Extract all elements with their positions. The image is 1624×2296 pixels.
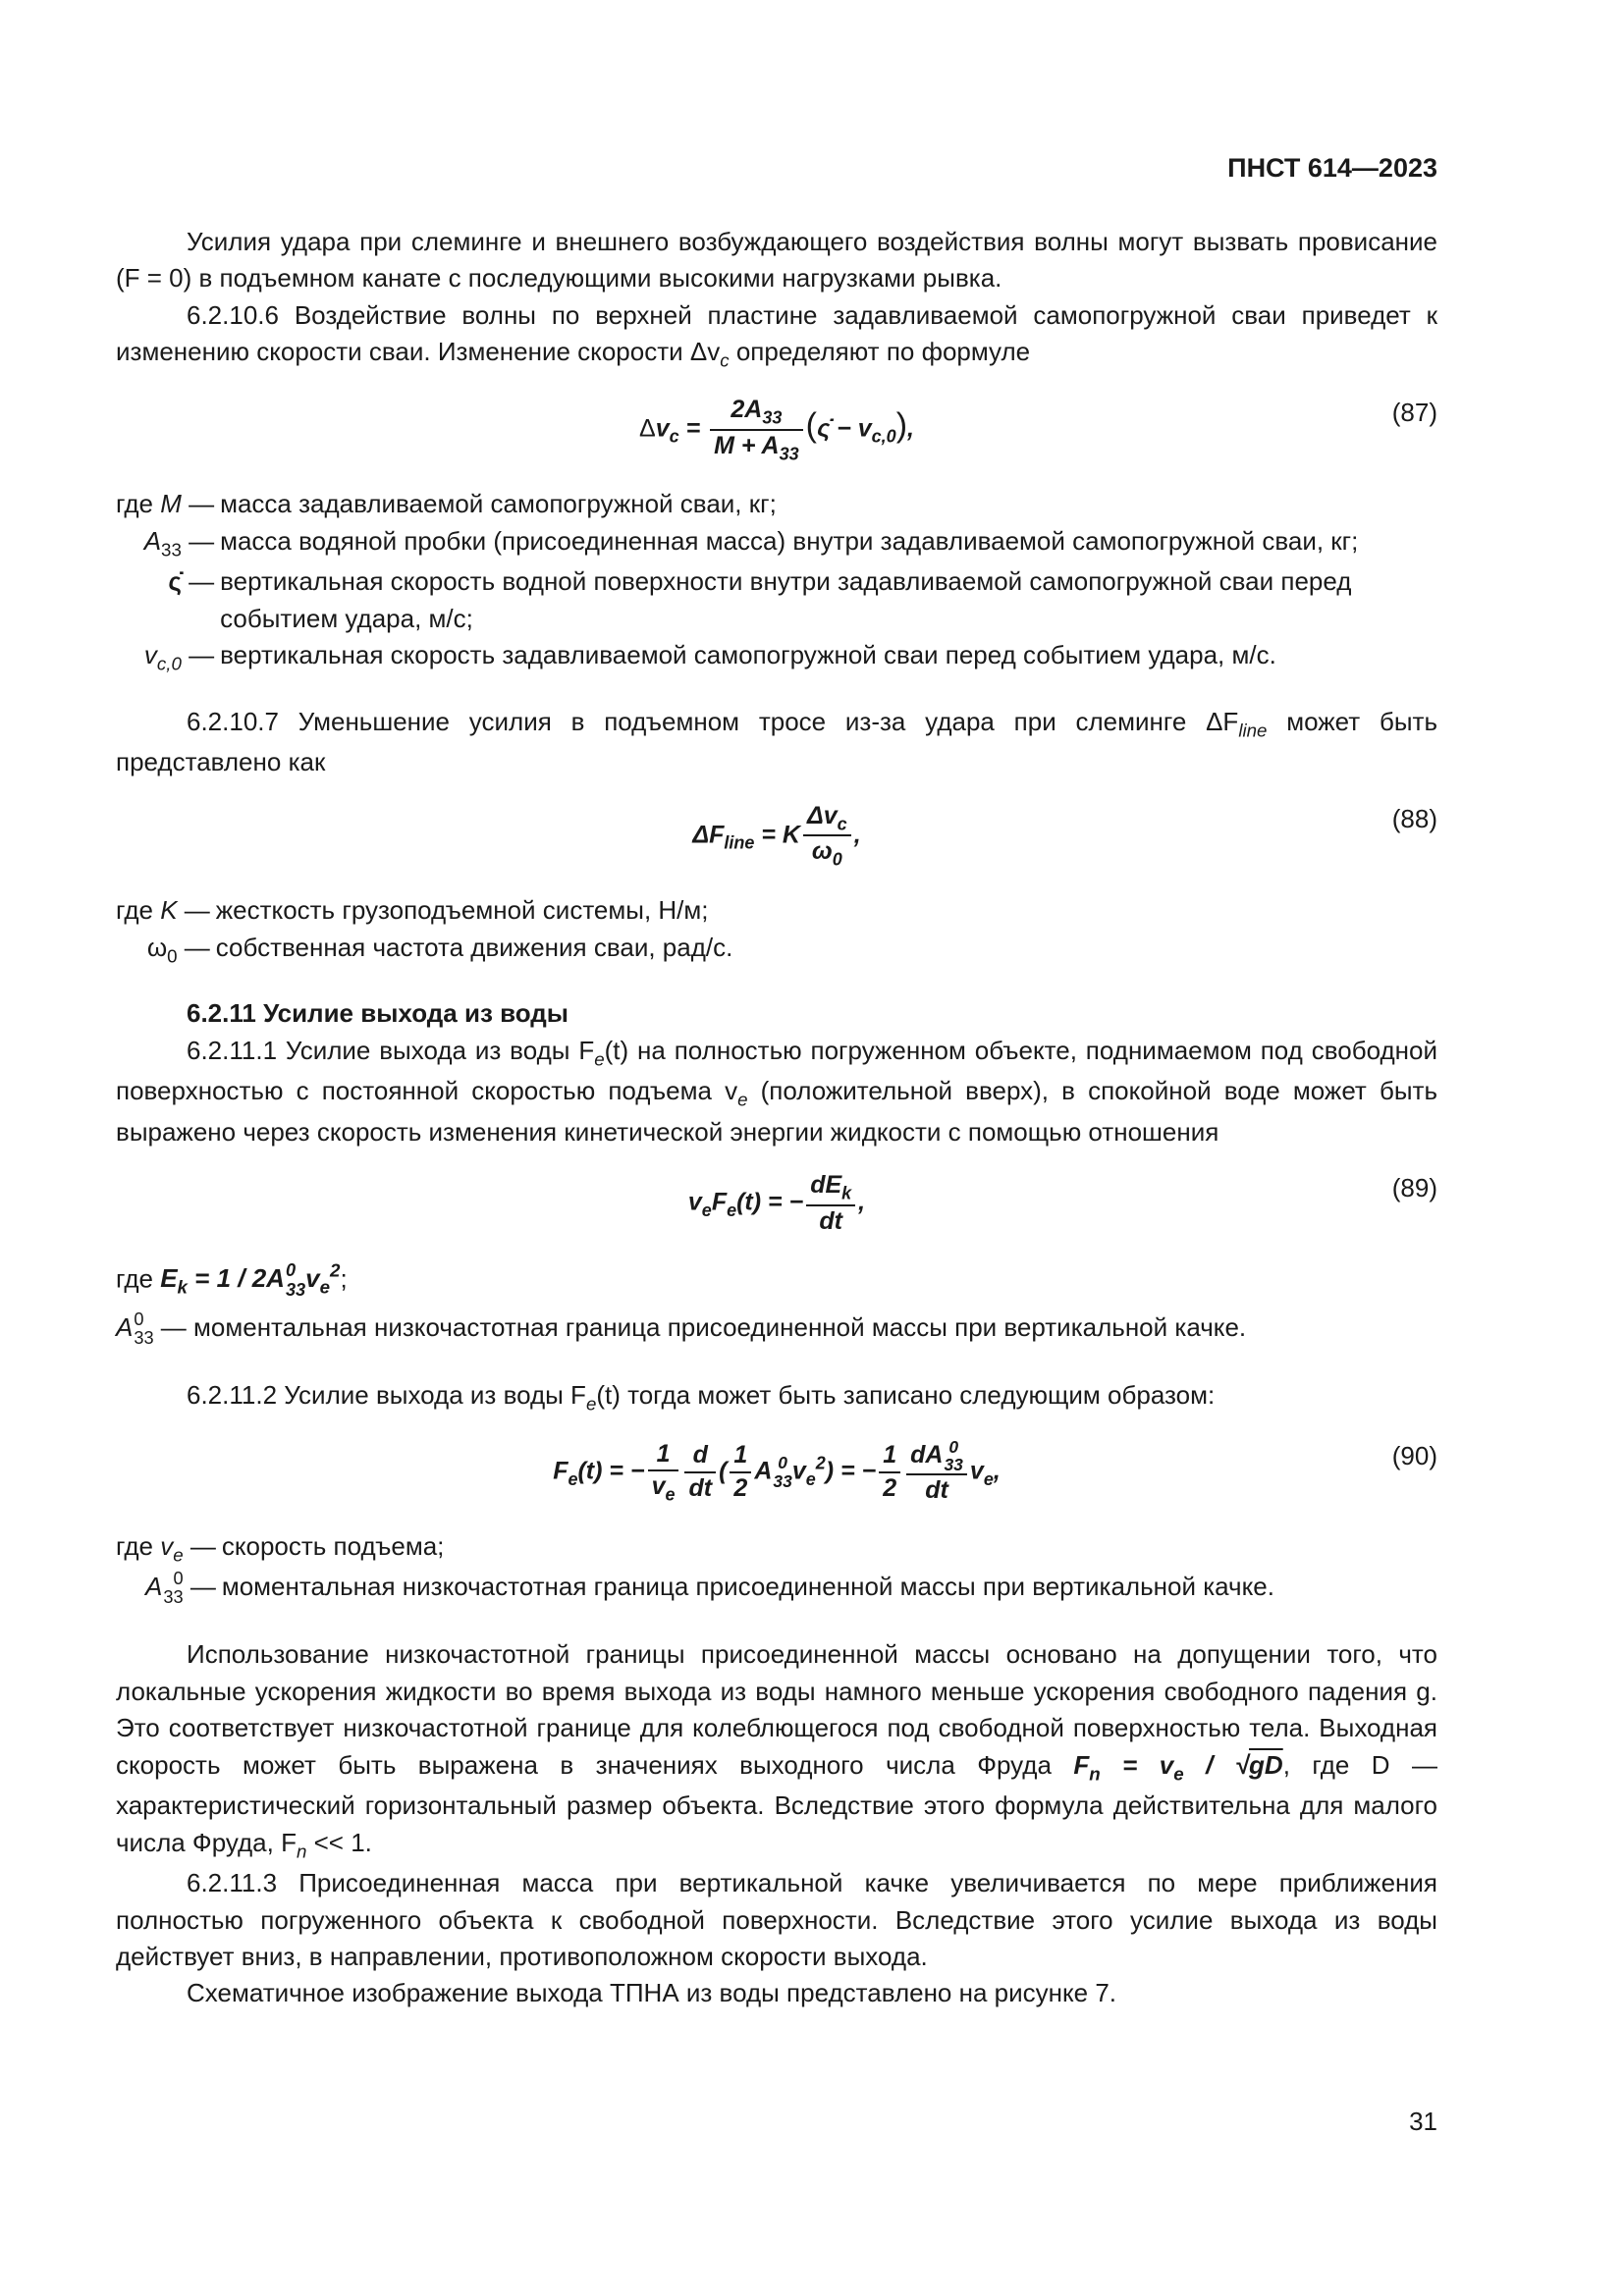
paragraph-figure-reference: Схематичное изображение выхода ТПНА из воды представлено на рисунке 7. bbox=[187, 1978, 1117, 2008]
page-number: 31 bbox=[1409, 2107, 1437, 2136]
equation-87 bbox=[116, 395, 1437, 465]
where-symbol: где $v_e$ — bbox=[116, 1530, 216, 1566]
equation-88-formula: $\Delta F_{line} = K$ $\frac{\Delta v_c}{\omega_0}$ , bbox=[692, 801, 861, 870]
where-symbol: ς̇ — bbox=[168, 566, 215, 597]
where-symbol: где K — bbox=[116, 895, 210, 926]
document-code: ПНСТ 614—2023 bbox=[1227, 153, 1437, 183]
equation-89 bbox=[116, 1170, 1437, 1237]
paragraph-froude: Использование низкочастотной границы присоединенной массы основано на допущении того, что локальные ускорения жидкости во время выхода из воды намного меньше ускорения свободного падения g. Это соответствует низкочастотной границе для колеблющегося под свободной поверхностью тела. Выходная скорость может быть выражена в значениях выходного числа Фруда $F_n = v_e / √gD$, где D — характеристический горизонтальный размер объекта. Вследствие этого формула действительна для малого числа Фруда, $F_n << 1$. bbox=[116, 1639, 1437, 1862]
where-list-87 bbox=[116, 486, 1437, 677]
where-list-88 bbox=[116, 892, 1437, 970]
equation-89-formula: $v_eF_e(t)$ = − $\frac{dE_k}{dt}$ , bbox=[687, 1171, 866, 1235]
paragraph-6-2-11-2: 6.2.11.2 Усилие выхода из воды $F_e(t)$ тогда может быть записано следующим образом: bbox=[187, 1380, 1216, 1415]
where-89-energy: где $E_k = 1 / 2A$ 0 33 $v_e^2$; bbox=[116, 1260, 348, 1300]
equation-88-number: (88) bbox=[1391, 803, 1437, 833]
equation-90 bbox=[116, 1438, 1437, 1507]
where-symbol: где M — bbox=[116, 489, 215, 519]
where-definition: вертикальная скорость задавливаемой самопогружной сваи перед событием удара, м/с. bbox=[220, 640, 1276, 670]
where-symbol: A 0 33 — bbox=[145, 1569, 216, 1608]
paragraph-6-2-11-1: 6.2.11.1 Усилие выхода из воды $F_e(t)$ на полностью погруженном объекте, поднимаемом под свободной поверхностью с постоянной скоростью подъема $v_e$ (положительной вверх), в спокойной воде может быть выражено через скорость изменения кинетической энергии жидкости с помощью отношения bbox=[116, 1035, 1437, 1147]
document-body bbox=[116, 224, 1437, 2012]
equation-90-number: (90) bbox=[1391, 1440, 1437, 1470]
where-89-mass: A 0 33 — моментальная низкочастотная граница присоединенной массы при вертикальной качке. bbox=[116, 1308, 1247, 1349]
section-heading-6-2-11: 6.2.11 Усилие выхода из воды bbox=[187, 998, 568, 1029]
where-definition: моментальная низкочастотная граница присоединенной массы при вертикальной качке. bbox=[221, 1572, 1274, 1602]
where-definition: скорость подъема; bbox=[221, 1530, 445, 1561]
where-definition: масса задавливаемой самопогружной сваи, кг; bbox=[220, 489, 777, 519]
where-symbol: $A_{33}$ — bbox=[143, 525, 215, 561]
paragraph-6-2-10-7: 6.2.10.7 Уменьшение усилия в подъемном тросе из-за удара при слеминге $\Delta F_{line}$ может быть представлено как bbox=[116, 706, 1437, 777]
paragraph-6-2-11-3: 6.2.11.3 Присоединенная масса при вертикальной качке увеличивается по мере приближения полностью погруженного объекта к свободной поверхности. Вследствие этого усилие выхода из воды действует вниз, в направлении, противоположном скорости выхода. bbox=[116, 1868, 1437, 1971]
equation-88 bbox=[116, 801, 1437, 872]
where-definition: жесткость грузоподъемной системы, Н/м; bbox=[215, 895, 709, 926]
where-symbol: $v_{c,0}$ — bbox=[143, 640, 215, 674]
where-symbol: $\omega_0$ — bbox=[146, 932, 210, 967]
where-definition: вертикальная скорость водной поверхности внутри задавливаемой самопогружной сваи перед событием удара, м/с; bbox=[220, 566, 1352, 633]
equation-90-formula: $F_e(t)$ = − $\frac{1}{v_e}$ $\frac{d}{dt}$ ( $\frac{1}{2}$ A 0 33 $v_e^2$) = − $\frac{1}{2}$ dA 0 33 dt $v_e$, bbox=[553, 1436, 1001, 1505]
equation-87-number: (87) bbox=[1391, 397, 1437, 427]
where-definition: масса водяной пробки (присоединенная масса) внутри задавливаемой самопогружной сваи, кг; bbox=[220, 525, 1359, 556]
equation-89-number: (89) bbox=[1391, 1173, 1437, 1203]
where-list-90 bbox=[116, 1528, 1437, 1608]
paragraph-6-2-10-6: 6.2.10.6 Воздействие волны по верхней пластине задавливаемой самопогружной сваи приведет к изменению скорости сваи. Изменение скорости $\Delta v_c$ определяют по формуле bbox=[116, 299, 1437, 371]
paragraph-slack: Усилия удара при слеминге и внешнего возбуждающего воздействия волны могут вызвать провисание (F = 0) в подъемном канате с последующими высокими нагрузками рывка. bbox=[116, 227, 1437, 294]
equation-87-formula: $\Delta v_c$ = $\frac{2A_{33}}{M + A_{33}}$ (ς̇ − $v_{c,0}$), bbox=[639, 395, 914, 463]
where-definition: собственная частота движения сваи, рад/с. bbox=[215, 932, 733, 962]
